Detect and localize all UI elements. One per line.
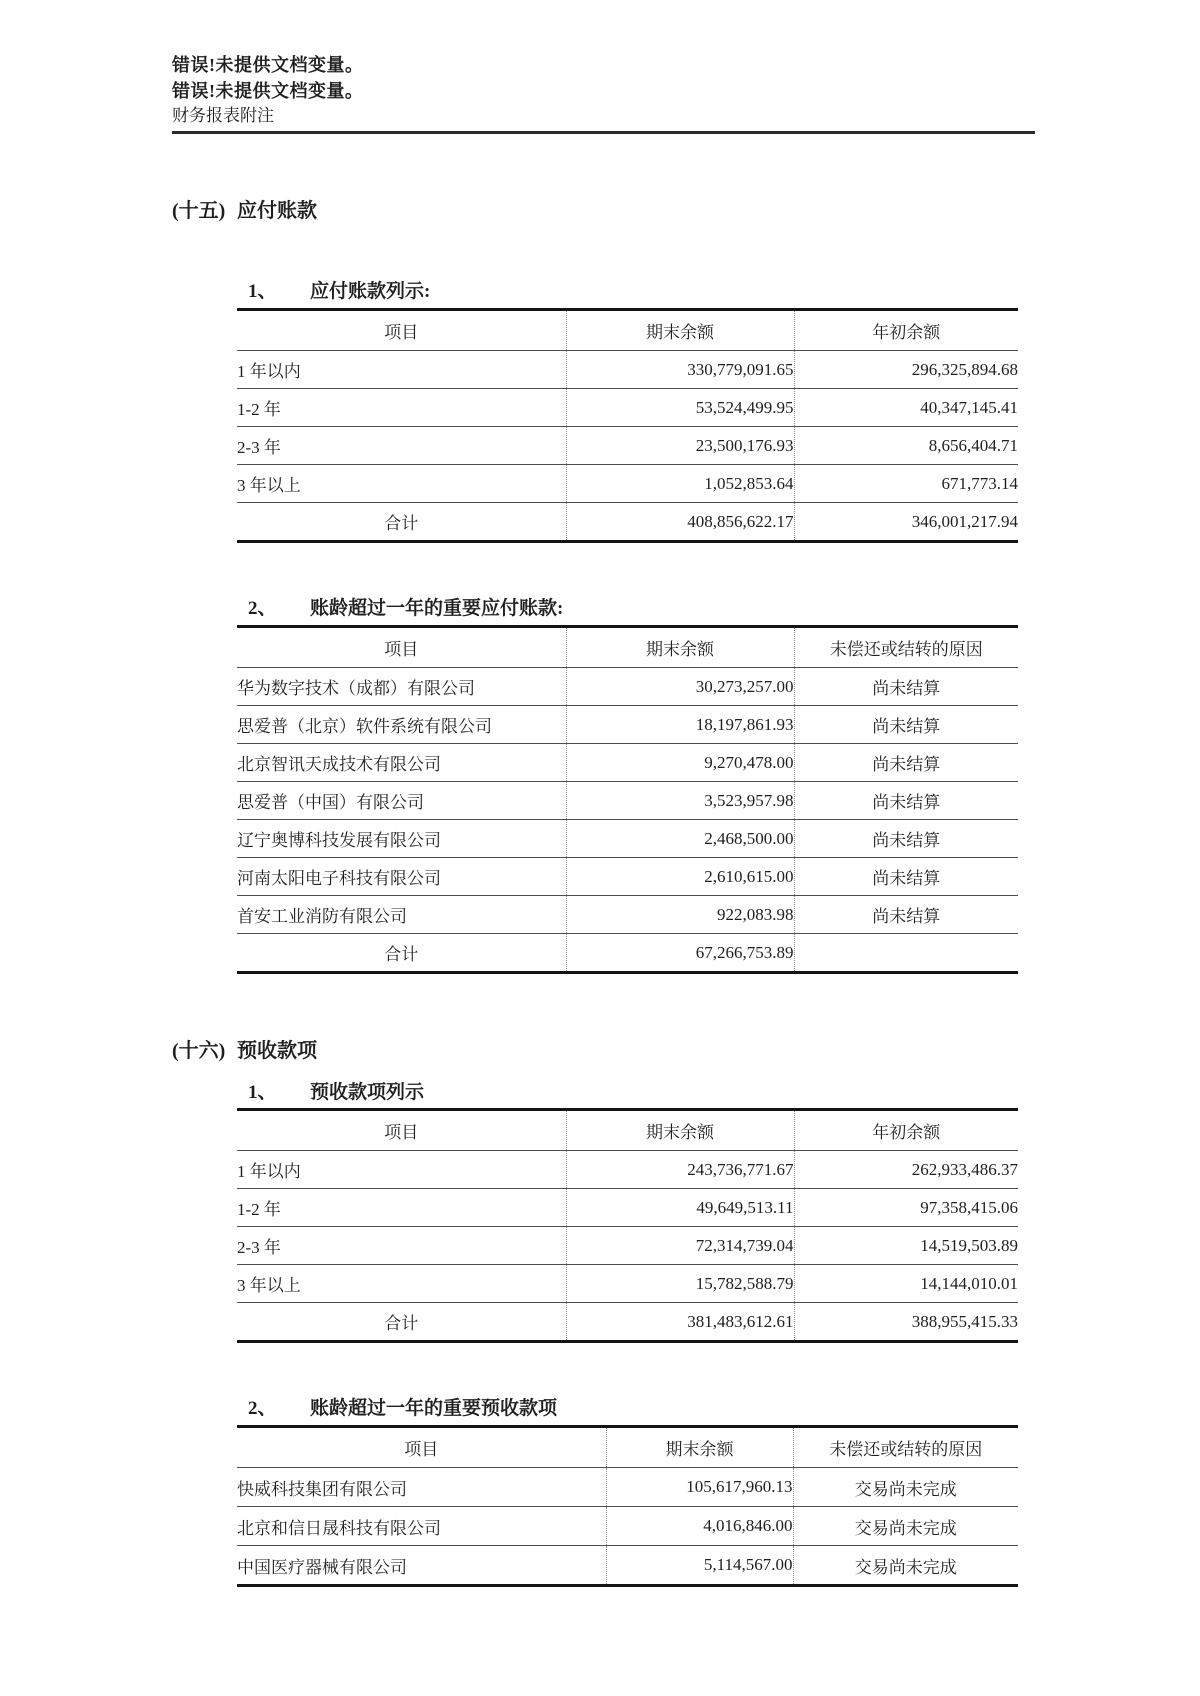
beginning-balance-cell: 8,656,404.71	[794, 427, 1018, 465]
reason-cell: 尚未结算	[794, 706, 1018, 744]
section-16-title: 预收款项	[237, 1040, 317, 1062]
document-header	[172, 52, 1035, 134]
beginning-balance-cell: 97,358,415.06	[794, 1189, 1018, 1227]
item-cell: 3 年以上	[237, 1265, 566, 1303]
ending-balance-total-cell: 67,266,753.89	[566, 934, 794, 973]
company-cell: 中国医疗器械有限公司	[237, 1546, 606, 1586]
col-header-beginning-balance: 年初余额	[794, 310, 1018, 351]
ending-balance-cell: 15,782,588.79	[566, 1265, 794, 1303]
table-row	[237, 1507, 1018, 1546]
ending-balance-cell: 30,273,257.00	[566, 668, 794, 706]
reason-cell: 尚未结算	[794, 744, 1018, 782]
beginning-balance-total-cell: 388,955,415.33	[794, 1303, 1018, 1342]
subsection-16-2-number: 2、	[248, 1398, 277, 1419]
table-row	[237, 1468, 1018, 1507]
col-header-reason: 未偿还或结转的原因	[793, 1427, 1018, 1468]
subsection-15-2-title: 账龄超过一年的重要应付账款:	[310, 598, 564, 619]
reason-cell: 尚未结算	[794, 668, 1018, 706]
table-row	[237, 351, 1018, 389]
reason-cell: 尚未结算	[794, 858, 1018, 896]
total-label-cell: 合计	[237, 1303, 566, 1342]
section-15-accounts-payable	[172, 196, 1035, 974]
col-header-item: 项目	[237, 1110, 566, 1151]
ending-balance-total-cell: 381,483,612.61	[566, 1303, 794, 1342]
table-row	[237, 668, 1018, 706]
company-cell: 快威科技集团有限公司	[237, 1468, 606, 1507]
ending-balance-cell: 330,779,091.65	[566, 351, 794, 389]
company-cell: 思爱普（北京）软件系统有限公司	[237, 706, 566, 744]
item-cell: 1-2 年	[237, 389, 566, 427]
subsection-15-2-heading	[248, 595, 1035, 623]
table-row	[237, 858, 1018, 896]
reason-cell: 交易尚未完成	[793, 1546, 1018, 1586]
table-header-row	[237, 1110, 1018, 1151]
company-cell: 辽宁奥博科技发展有限公司	[237, 820, 566, 858]
subsection-15-1-heading	[248, 278, 1035, 306]
accounts-payable-aging-table	[237, 308, 1018, 543]
subsection-16-1-heading	[248, 1080, 1035, 1106]
subsection-15-2-number: 2、	[248, 598, 277, 619]
ending-balance-cell: 72,314,739.04	[566, 1227, 794, 1265]
item-cell: 2-3 年	[237, 427, 566, 465]
table-row	[237, 820, 1018, 858]
reason-cell: 尚未结算	[794, 896, 1018, 934]
header-error-line-2: 错误!未提供文档变量。	[172, 81, 364, 101]
reason-cell: 交易尚未完成	[793, 1468, 1018, 1507]
subsection-16-1-number: 1、	[248, 1082, 277, 1103]
beginning-balance-total-cell: 346,001,217.94	[794, 503, 1018, 542]
reason-cell: 尚未结算	[794, 782, 1018, 820]
document-title: 财务报表附注	[172, 106, 274, 125]
total-label-cell: 合计	[237, 503, 566, 542]
table-header-row	[237, 1427, 1018, 1468]
table-row	[237, 1151, 1018, 1189]
col-header-ending-balance: 期末余额	[566, 1110, 794, 1151]
ending-balance-cell: 23,500,176.93	[566, 427, 794, 465]
beginning-balance-cell: 14,519,503.89	[794, 1227, 1018, 1265]
table-row	[237, 706, 1018, 744]
col-header-ending-balance: 期末余额	[606, 1427, 793, 1468]
subsection-16-2-title: 账龄超过一年的重要预收款项	[310, 1398, 558, 1419]
ending-balance-cell: 4,016,846.00	[606, 1507, 793, 1546]
col-header-beginning-balance: 年初余额	[794, 1110, 1018, 1151]
ending-balance-cell: 9,270,478.00	[566, 744, 794, 782]
table-row	[237, 782, 1018, 820]
section-15-heading	[172, 196, 1035, 226]
col-header-ending-balance: 期末余额	[566, 627, 794, 668]
section-15-number: (十五)	[172, 200, 226, 222]
item-cell: 2-3 年	[237, 1227, 566, 1265]
table-header-row	[237, 627, 1018, 668]
reason-cell: 尚未结算	[794, 820, 1018, 858]
subsection-16-2-heading	[248, 1395, 1035, 1423]
subsection-16-1-title: 预收款项列示	[310, 1082, 425, 1103]
table-header-row	[237, 310, 1018, 351]
ending-balance-cell: 243,736,771.67	[566, 1151, 794, 1189]
beginning-balance-cell: 262,933,486.37	[794, 1151, 1018, 1189]
company-cell: 思爱普（中国）有限公司	[237, 782, 566, 820]
empty-cell	[794, 934, 1018, 973]
table-row	[237, 744, 1018, 782]
table-row	[237, 465, 1018, 503]
header-error-line-1: 错误!未提供文档变量。	[172, 55, 364, 75]
ending-balance-cell: 49,649,513.11	[566, 1189, 794, 1227]
ending-balance-cell: 53,524,499.95	[566, 389, 794, 427]
table-row	[237, 1189, 1018, 1227]
total-row	[237, 1303, 1018, 1342]
item-cell: 3 年以上	[237, 465, 566, 503]
table-row	[237, 896, 1018, 934]
beginning-balance-cell: 40,347,145.41	[794, 389, 1018, 427]
section-16-number: (十六)	[172, 1040, 226, 1062]
beginning-balance-cell: 671,773.14	[794, 465, 1018, 503]
item-cell: 1-2 年	[237, 1189, 566, 1227]
section-16-heading	[172, 1036, 1035, 1066]
advances-received-aging-table	[237, 1108, 1018, 1343]
company-cell: 北京和信日晟科技有限公司	[237, 1507, 606, 1546]
total-label-cell: 合计	[237, 934, 566, 973]
ending-balance-cell: 2,610,615.00	[566, 858, 794, 896]
total-row	[237, 503, 1018, 542]
table-row	[237, 1265, 1018, 1303]
table-row	[237, 427, 1018, 465]
subsection-15-1-number: 1、	[248, 281, 277, 302]
ending-balance-cell: 105,617,960.13	[606, 1468, 793, 1507]
col-header-item: 项目	[237, 1427, 606, 1468]
total-row	[237, 934, 1018, 973]
col-header-ending-balance: 期末余额	[566, 310, 794, 351]
ending-balance-cell: 3,523,957.98	[566, 782, 794, 820]
beginning-balance-cell: 296,325,894.68	[794, 351, 1018, 389]
table-row	[237, 389, 1018, 427]
ending-balance-cell: 2,468,500.00	[566, 820, 794, 858]
table-row	[237, 1227, 1018, 1265]
item-cell: 1 年以内	[237, 351, 566, 389]
beginning-balance-cell: 14,144,010.01	[794, 1265, 1018, 1303]
section-15-title: 应付账款	[237, 200, 317, 222]
ending-balance-cell: 18,197,861.93	[566, 706, 794, 744]
ending-balance-total-cell: 408,856,622.17	[566, 503, 794, 542]
table-row	[237, 1546, 1018, 1586]
ending-balance-cell: 5,114,567.00	[606, 1546, 793, 1586]
important-advances-over-one-year-table	[237, 1425, 1018, 1587]
company-cell: 河南太阳电子科技有限公司	[237, 858, 566, 896]
reason-cell: 交易尚未完成	[793, 1507, 1018, 1546]
important-payables-over-one-year-table	[237, 625, 1018, 974]
ending-balance-cell: 1,052,853.64	[566, 465, 794, 503]
company-cell: 华为数字技术（成都）有限公司	[237, 668, 566, 706]
ending-balance-cell: 922,083.98	[566, 896, 794, 934]
item-cell: 1 年以内	[237, 1151, 566, 1189]
col-header-item: 项目	[237, 310, 566, 351]
col-header-reason: 未偿还或结转的原因	[794, 627, 1018, 668]
section-16-advances-received	[172, 1036, 1035, 1587]
col-header-item: 项目	[237, 627, 566, 668]
company-cell: 北京智讯天成技术有限公司	[237, 744, 566, 782]
subsection-15-1-title: 应付账款列示:	[310, 281, 431, 302]
company-cell: 首安工业消防有限公司	[237, 896, 566, 934]
